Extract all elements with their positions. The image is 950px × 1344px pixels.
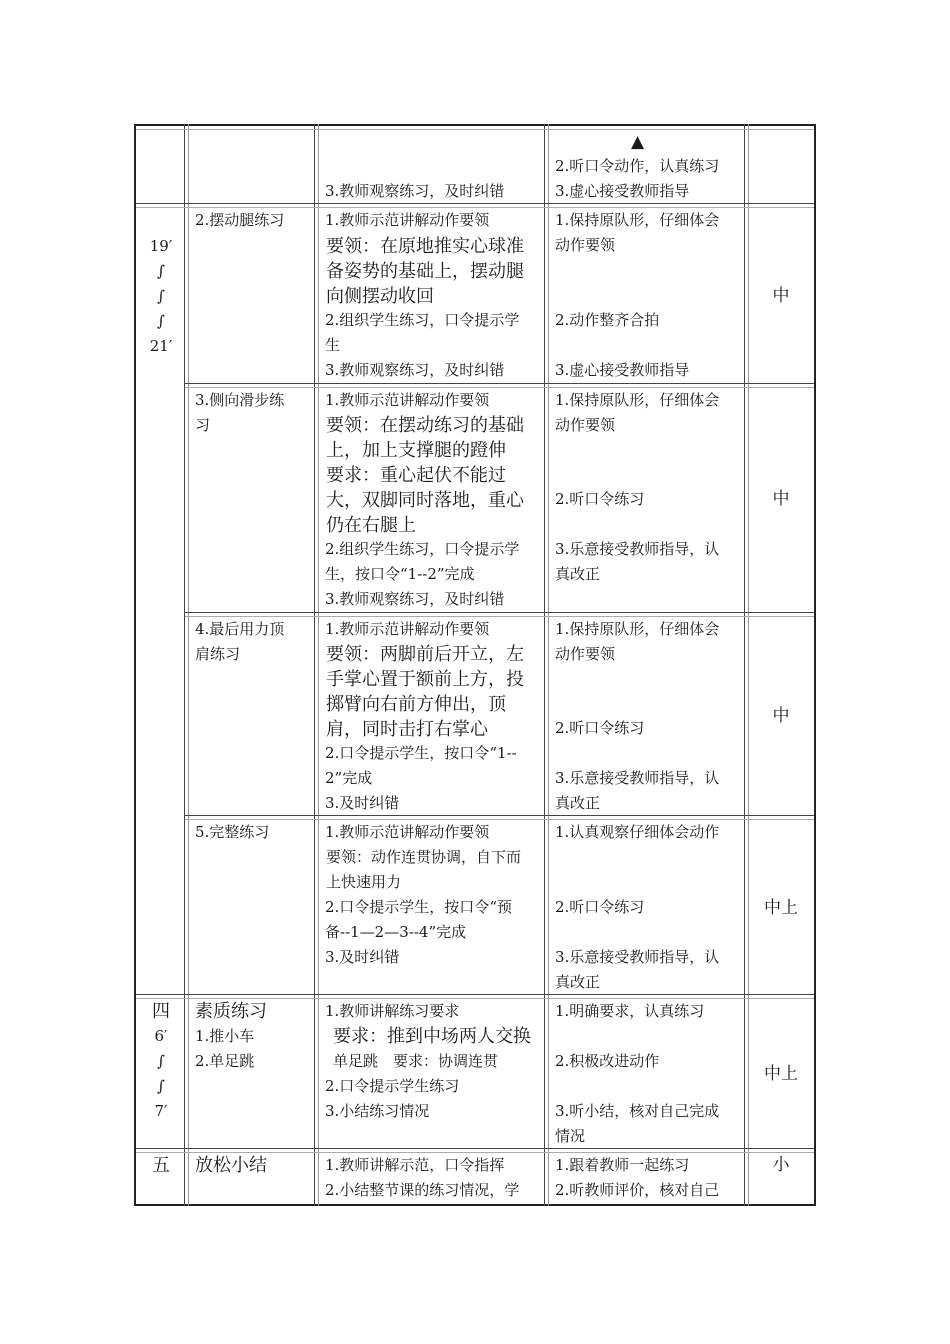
teacher-activity-text: 1.教师示范讲解动作要领: [325, 391, 490, 409]
teacher-activity-text: 上，加上支撑腿的蹬伸: [326, 440, 506, 461]
exercise-item: 3.侧向滑步练: [195, 391, 285, 409]
teacher-activity-text: 仍在右腿上: [326, 515, 416, 536]
grid-line: [544, 124, 545, 1206]
student-activity-text: 2.听教师评价，核对自己: [555, 1181, 720, 1199]
grid-line: [136, 129, 814, 130]
time-label: ∫: [157, 1077, 165, 1095]
exercise-title: 放松小结: [195, 1155, 267, 1176]
teacher-activity-text: 2.小结整节课的练习情况，学: [325, 1181, 520, 1199]
teacher-activity-text: 3.教师观察练习，及时纠错: [325, 361, 505, 379]
time-label: 6′: [154, 1027, 168, 1045]
student-activity-text: 真改正: [555, 794, 601, 812]
grid-line: [184, 124, 185, 1206]
intensity-value: 中: [772, 706, 790, 726]
teacher-activity-text: 要领：在原地推实心球准: [326, 236, 524, 257]
teacher-activity-text: 1.教师讲解示范，口令指挥: [325, 1156, 505, 1174]
student-activity-text: 动作要领: [555, 416, 616, 434]
row-divider: [136, 1148, 814, 1149]
teacher-activity-text: 1.教师讲解练习要求: [325, 1002, 460, 1020]
student-activity-text: 真改正: [555, 565, 601, 583]
time-label: ∫: [157, 287, 165, 305]
teacher-activity-text: 备姿势的基础上，摆动腿: [326, 261, 524, 282]
row-divider: [185, 612, 814, 613]
teacher-activity-text: 3.及时纠错: [325, 948, 400, 966]
student-activity-text: 2.听口令练习: [555, 898, 645, 916]
student-activity-text: 2.听口令动作，认真练习: [555, 157, 720, 175]
intensity-value: 中上: [764, 898, 798, 918]
time-label: ∫: [157, 262, 165, 280]
exercise-item: 肩练习: [195, 645, 241, 663]
student-activity-text: 1.保持原队形，仔细体会: [555, 391, 720, 409]
teacher-activity-text: 生: [325, 336, 341, 354]
teacher-activity-text: 2”完成: [325, 769, 373, 787]
teacher-activity-text: 2.口令提示学生练习: [325, 1077, 460, 1095]
teacher-activity-text: 2.组织学生练习，口令提示学: [325, 540, 520, 558]
grid-line: [188, 124, 189, 1206]
student-activity-text: 2.动作整齐合拍: [555, 311, 660, 329]
teacher-activity-text: 要领：在摆动练习的基础: [326, 415, 524, 436]
time-label: 19′: [149, 237, 173, 255]
exercise-item: 习: [195, 416, 211, 434]
teacher-activity-text: 3.及时纠错: [325, 794, 400, 812]
row-divider: [185, 815, 814, 816]
time-label: 21′: [149, 337, 173, 355]
teacher-activity-text: 3.教师观察练习，及时纠错: [325, 182, 505, 200]
student-activity-text: 3.乐意接受教师指导，认: [555, 769, 720, 787]
exercise-item: 2.摆动腿练习: [195, 211, 285, 229]
teacher-activity-text: 单足跳 要求：协调连贯: [333, 1052, 499, 1070]
student-activity-text: 2.积极改进动作: [555, 1052, 660, 1070]
teacher-activity-text: 生，按口令“1--2”完成: [325, 565, 475, 583]
grid-line: [185, 819, 814, 820]
triangle-icon: ▲: [631, 132, 645, 152]
student-activity-text: 1.保持原队形，仔细体会: [555, 211, 720, 229]
teacher-activity-text: 要领：两脚前后开立，左: [326, 644, 524, 665]
student-activity-text: 3.听小结，核对自己完成: [555, 1102, 720, 1120]
teacher-activity-text: 掷臂向右前方伸出，顶: [326, 694, 506, 715]
intensity-value: 小: [772, 1155, 790, 1175]
teacher-activity-text: 要求：推到中场两人交换: [333, 1026, 531, 1047]
student-activity-text: 情况: [555, 1127, 586, 1145]
student-activity-text: 1.跟着教师一起练习: [555, 1156, 690, 1174]
exercise-item: 4.最后用力顶: [195, 620, 285, 638]
teacher-activity-text: 要求：重心起伏不能过: [326, 465, 506, 486]
row-divider: [136, 994, 814, 995]
grid-line: [314, 124, 315, 1206]
teacher-activity-text: 3.教师观察练习，及时纠错: [325, 590, 505, 608]
student-activity-text: 动作要领: [555, 645, 616, 663]
intensity-value: 中: [772, 489, 790, 509]
grid-line: [548, 124, 549, 1206]
teacher-activity-text: 2.口令提示学生，按口令“1--: [325, 744, 517, 762]
student-activity-text: 2.听口令练习: [555, 719, 645, 737]
row-divider: [185, 383, 814, 384]
teacher-activity-text: 向侧摆动收回: [326, 286, 434, 307]
time-label: 7′: [154, 1102, 168, 1120]
teacher-activity-text: 上快速用力: [326, 873, 402, 891]
student-activity-text: 真改正: [555, 973, 601, 991]
teacher-activity-text: 要领：动作连贯协调，自下而: [326, 848, 522, 866]
section-number: 五: [152, 1155, 170, 1176]
teacher-activity-text: 备--1—2—3--4”完成: [325, 923, 467, 941]
student-activity-text: 3.乐意接受教师指导，认: [555, 948, 720, 966]
student-activity-text: 1.保持原队形，仔细体会: [555, 620, 720, 638]
teacher-activity-text: 1.教师示范讲解动作要领: [325, 620, 490, 638]
exercise-title: 素质练习: [195, 1001, 267, 1022]
exercise-item: 5.完整练习: [195, 823, 270, 841]
grid-line: [744, 124, 745, 1206]
teacher-activity-text: 1.教师示范讲解动作要领: [325, 211, 490, 229]
time-label: ∫: [157, 1052, 165, 1070]
intensity-value: 中上: [764, 1064, 798, 1084]
exercise-item: 1.推小车: [195, 1027, 255, 1045]
student-activity-text: 动作要领: [555, 236, 616, 254]
time-label: ∫: [157, 312, 165, 330]
student-activity-text: 1.认真观察仔细体会动作: [555, 823, 720, 841]
teacher-activity-text: 肩，同时击打右掌心: [326, 719, 488, 740]
teacher-activity-text: 手掌心置于额前上方，投: [326, 669, 524, 690]
teacher-activity-text: 3.小结练习情况: [325, 1102, 430, 1120]
student-activity-text: 3.乐意接受教师指导，认: [555, 540, 720, 558]
intensity-value: 中: [772, 286, 790, 306]
teacher-activity-text: 2.口令提示学生，按口令“预: [325, 898, 512, 916]
student-activity-text: 2.听口令练习: [555, 490, 645, 508]
section-number: 四: [152, 1001, 170, 1022]
student-activity-text: 3.虚心接受教师指导: [555, 182, 690, 200]
teacher-activity-text: 2.组织学生练习，口令提示学: [325, 311, 520, 329]
grid-line: [318, 124, 319, 1206]
exercise-item: 2.单足跳: [195, 1052, 255, 1070]
teacher-activity-text: 1.教师示范讲解动作要领: [325, 823, 490, 841]
teacher-activity-text: 大，双脚同时落地，重心: [326, 490, 524, 511]
student-activity-text: 1.明确要求，认真练习: [555, 1002, 705, 1020]
student-activity-text: 3.虚心接受教师指导: [555, 361, 690, 379]
